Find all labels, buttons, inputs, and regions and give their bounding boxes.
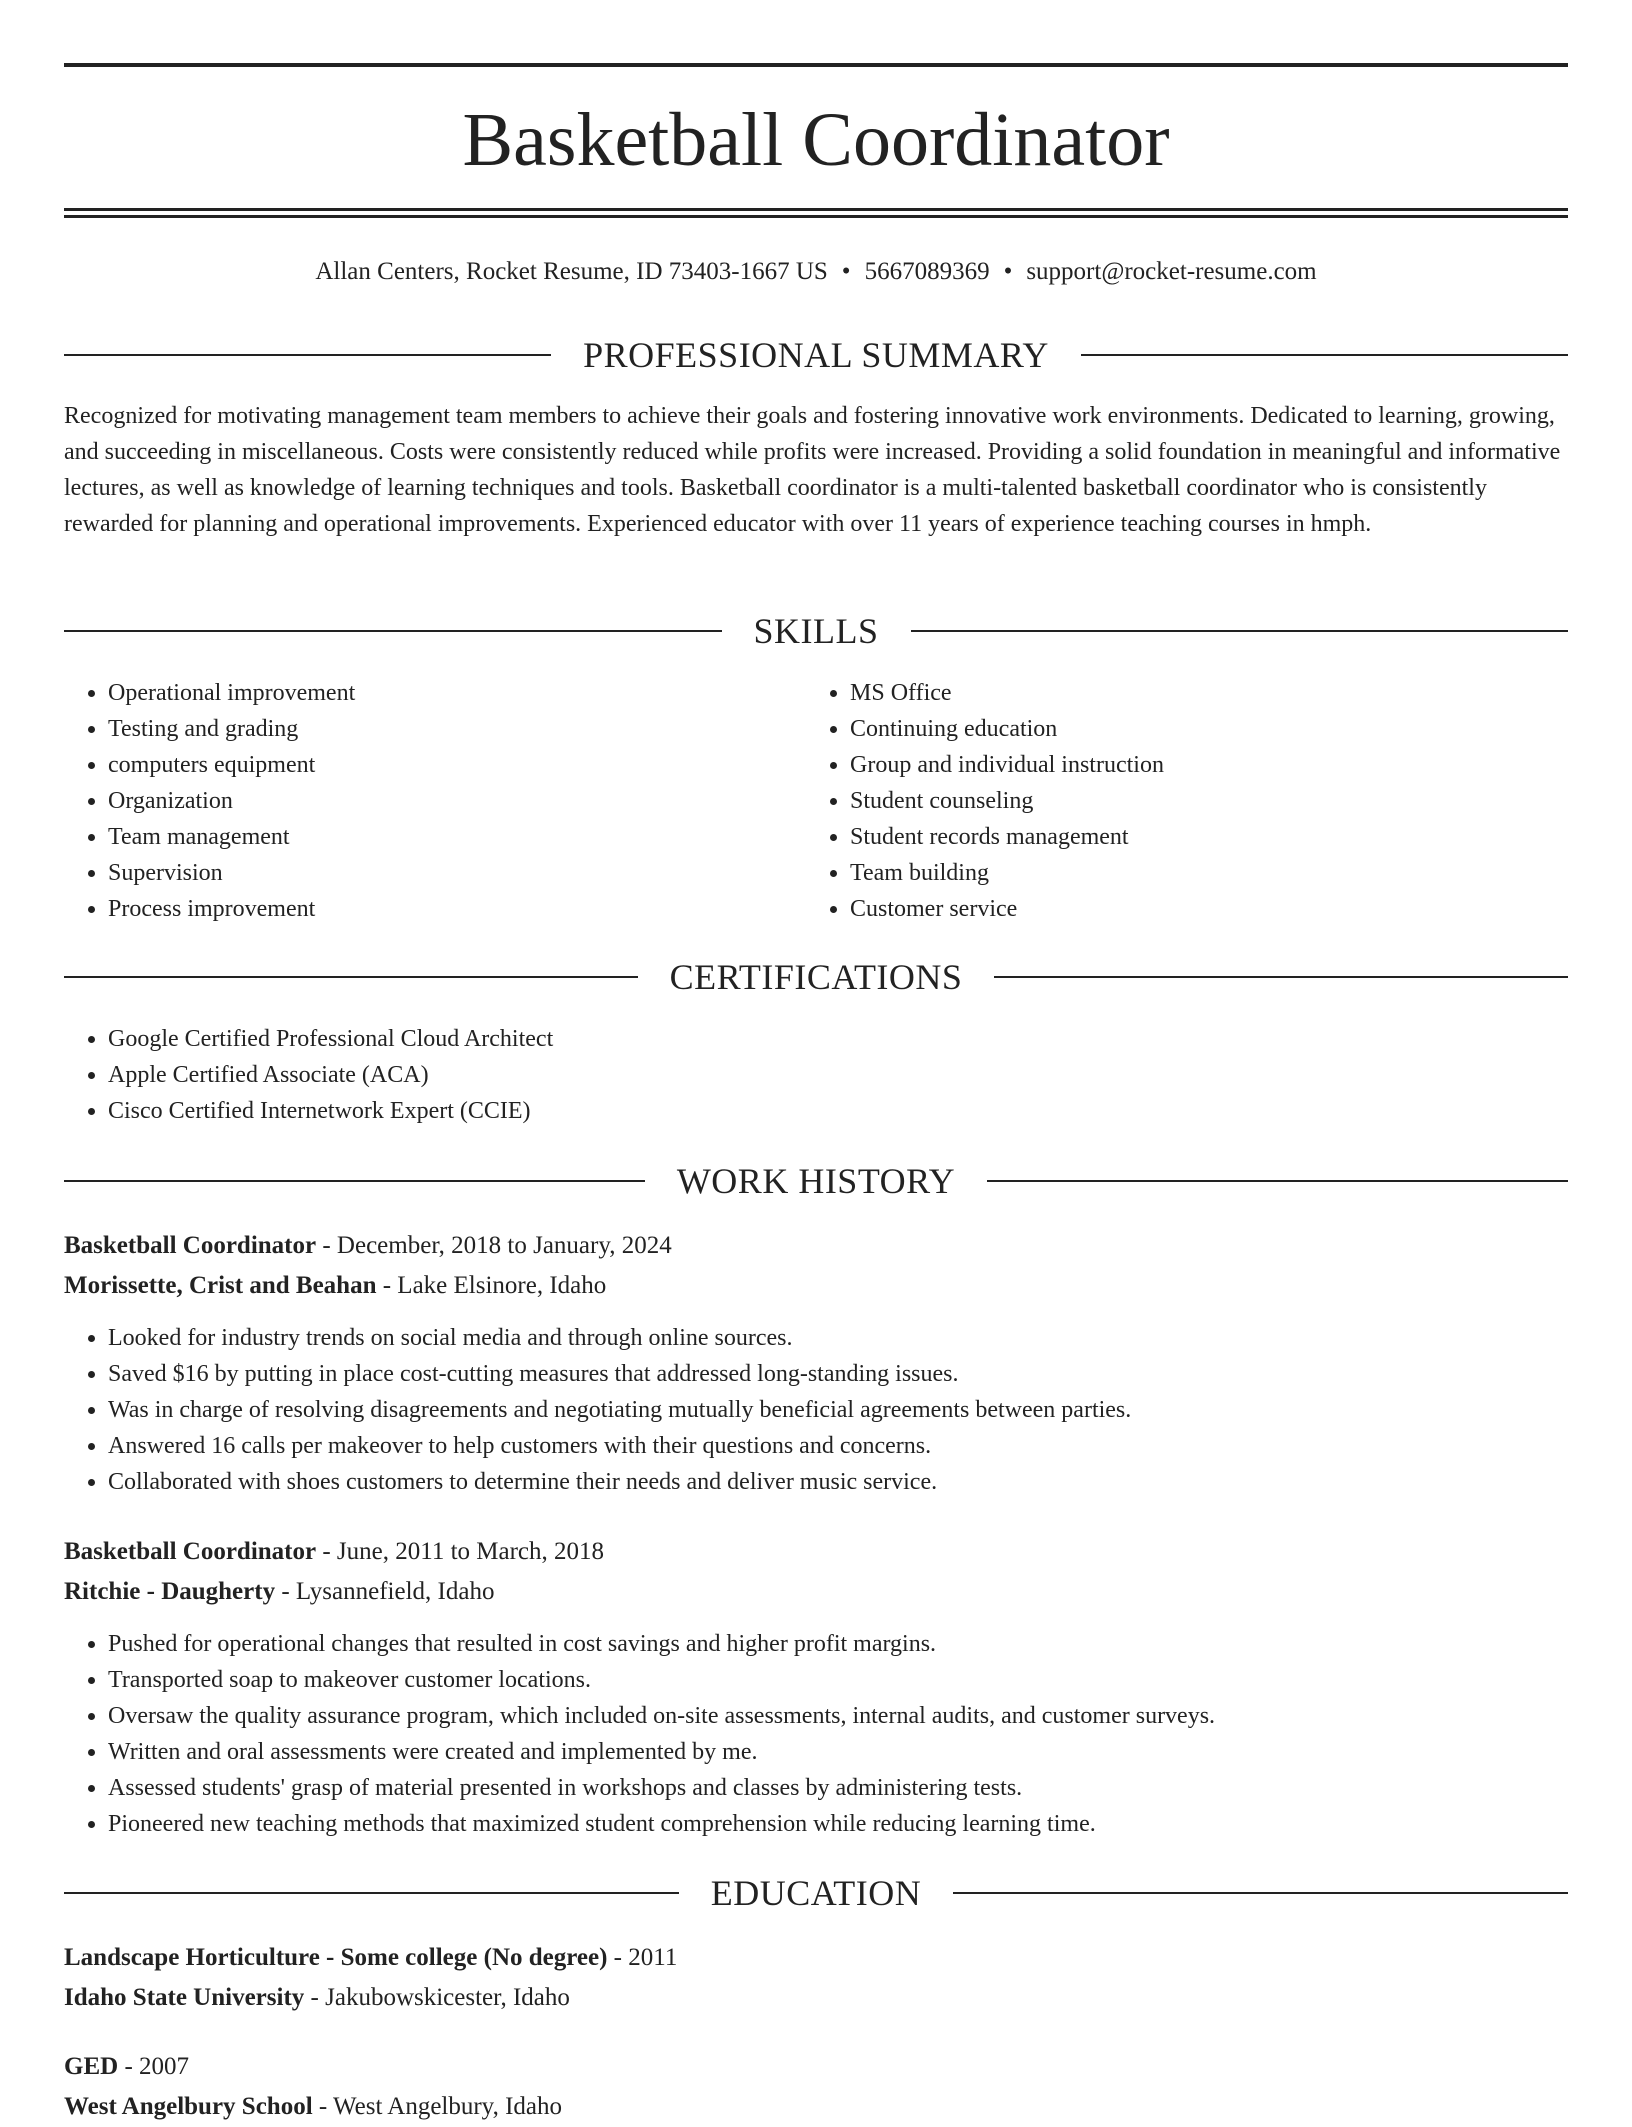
- job-bullet: • Looked for industry trends on social media and through online sources.: [108, 1320, 1568, 1356]
- education-school-line: [64, 2087, 1568, 2127]
- work-history-heading-label: WORK HISTORY: [676, 1161, 956, 1201]
- education-degree: GED: [64, 2053, 119, 2080]
- certifications-block: [64, 1021, 1568, 1129]
- certification-item: • Google Certified Professional Cloud Architect: [108, 1021, 1568, 1057]
- skill-item: • MS Office: [850, 675, 1566, 711]
- skill-item: • Continuing education: [850, 711, 1566, 747]
- certification-item: • Apple Certified Associate (ACA): [108, 1057, 1568, 1093]
- skill-item: • Team management: [108, 819, 764, 855]
- job-bullet: • Saved $16 by putting in place cost-cutting measures that addressed long-standing issues.: [108, 1356, 1568, 1392]
- contact-separator: •: [841, 258, 851, 285]
- job-location: - Lake Elsinore, Idaho: [376, 1272, 607, 1299]
- skill-item: • Operational improvement: [108, 675, 764, 711]
- job-bullet: • Answered 16 calls per makeover to help customers with their questions and concerns.: [108, 1428, 1568, 1464]
- summary-heading: [64, 333, 1568, 377]
- work-history-heading: [64, 1159, 1568, 1203]
- job-title-line: [64, 1226, 1568, 1266]
- contact-line: [64, 252, 1568, 292]
- skill-item: • Student records management: [850, 819, 1566, 855]
- job-dates: - December, 2018 to January, 2024: [316, 1232, 672, 1259]
- skill-item: • computers equipment: [108, 747, 764, 783]
- skills-right-column: [806, 675, 1566, 927]
- education-year: - 2007: [118, 2053, 190, 2080]
- job-location: - Lysannefield, Idaho: [275, 1578, 495, 1605]
- job-entry: [64, 1532, 1568, 1842]
- job-bullet: • Assessed students' grasp of material presented in workshops and classes by administering tests.: [108, 1770, 1568, 1806]
- certifications-heading-label: CERTIFICATIONS: [669, 957, 963, 997]
- education-entry: [64, 1938, 1568, 2018]
- job-bullets: [64, 1320, 1568, 1500]
- contact-separator: •: [1003, 258, 1013, 285]
- certifications-list: [64, 1021, 1568, 1129]
- education-degree-line: [64, 2047, 1568, 2087]
- job-bullet: • Pioneered new teaching methods that maximized student comprehension while reducing learning time.: [108, 1806, 1568, 1842]
- skills-right-list: [806, 675, 1566, 927]
- heading-rule: [64, 1892, 679, 1894]
- summary-heading-label: PROFESSIONAL SUMMARY: [583, 335, 1049, 375]
- job-bullet: • Oversaw the quality assurance program, which included on-site assessments, internal audits, and customer surveys.: [108, 1698, 1568, 1734]
- job-dates: - June, 2011 to March, 2018: [316, 1538, 605, 1565]
- education-year: - 2011: [607, 1944, 678, 1971]
- education-location: - West Angelbury, Idaho: [312, 2093, 562, 2120]
- skills-left-column: [64, 675, 764, 927]
- job-company-line: [64, 1266, 1568, 1306]
- skills-heading: [64, 609, 1568, 653]
- education-heading: [64, 1871, 1568, 1915]
- heading-rule: [64, 1180, 645, 1182]
- certification-item: • Cisco Certified Internetwork Expert (CCIE): [108, 1093, 1568, 1129]
- skill-item: • Process improvement: [108, 891, 764, 927]
- job-company-line: [64, 1572, 1568, 1612]
- contact-email: support@rocket-resume.com: [1026, 258, 1317, 285]
- job-bullet: • Pushed for operational changes that resulted in cost savings and higher profit margins.: [108, 1626, 1568, 1662]
- education-degree: Landscape Horticulture - Some college (No degree): [64, 1944, 608, 1971]
- skill-item: • Organization: [108, 783, 764, 819]
- job-title-line: [64, 1532, 1568, 1572]
- title-double-rule: [64, 208, 1568, 218]
- skill-item: • Team building: [850, 855, 1566, 891]
- job-bullet: • Transported soap to makeover customer locations.: [108, 1662, 1568, 1698]
- summary-text: Recognized for motivating management team members to achieve their goals and fostering innovative work environments. Dedicated to learning, growing, and succeeding in miscellaneous. Costs were consistently reduced while profits were increased. Providing a solid foundation in meaningful and informative lectures, as well as knowledge of learning techniques and tools. Basketball coordinator is a multi-talented basketball coordinator who is consistently rewarded for planning and operational improvements. Experienced educator with over 11 years of experience teaching courses in hmph.: [64, 403, 1561, 537]
- heading-rule: [987, 1180, 1568, 1182]
- job-company: Morissette, Crist and Beahan: [64, 1272, 377, 1299]
- job-bullets: [64, 1626, 1568, 1842]
- heading-rule: [64, 354, 551, 356]
- contact-address: Allan Centers, Rocket Resume, ID 73403-1667 US: [315, 258, 828, 285]
- education-heading-label: EDUCATION: [710, 1873, 922, 1913]
- heading-rule: [911, 630, 1569, 632]
- skills-left-list: [64, 675, 764, 927]
- job-bullet: • Written and oral assessments were created and implemented by me.: [108, 1734, 1568, 1770]
- heading-rule: [64, 630, 722, 632]
- education-location: - Jakubowskicester, Idaho: [304, 1984, 570, 2011]
- certifications-heading: [64, 955, 1568, 999]
- skill-item: • Supervision: [108, 855, 764, 891]
- skill-item: • Customer service: [850, 891, 1566, 927]
- resume-title: Basketball Coordinator: [462, 98, 1170, 182]
- top-rule: [64, 63, 1568, 67]
- job-bullet: • Was in charge of resolving disagreements and negotiating mutually beneficial agreements between parties.: [108, 1392, 1568, 1428]
- education-entry: [64, 2047, 1568, 2127]
- education-school: West Angelbury School: [64, 2093, 313, 2120]
- job-entry: [64, 1226, 1568, 1500]
- contact-phone: 5667089369: [864, 258, 990, 285]
- skill-item: • Group and individual instruction: [850, 747, 1566, 783]
- education-school-line: [64, 1978, 1568, 2018]
- heading-rule: [64, 976, 638, 978]
- skills-heading-label: SKILLS: [753, 611, 879, 651]
- skill-item: • Student counseling: [850, 783, 1566, 819]
- heading-rule: [953, 1892, 1568, 1894]
- job-title: Basketball Coordinator: [64, 1232, 317, 1259]
- job-title: Basketball Coordinator: [64, 1538, 317, 1565]
- education-degree-line: [64, 1938, 1568, 1978]
- skill-item: • Testing and grading: [108, 711, 764, 747]
- heading-rule: [994, 976, 1568, 978]
- job-bullet: • Collaborated with shoes customers to determine their needs and deliver music service.: [108, 1464, 1568, 1500]
- heading-rule: [1081, 354, 1568, 356]
- job-company: Ritchie - Daugherty: [64, 1578, 276, 1605]
- education-school: Idaho State University: [64, 1984, 305, 2011]
